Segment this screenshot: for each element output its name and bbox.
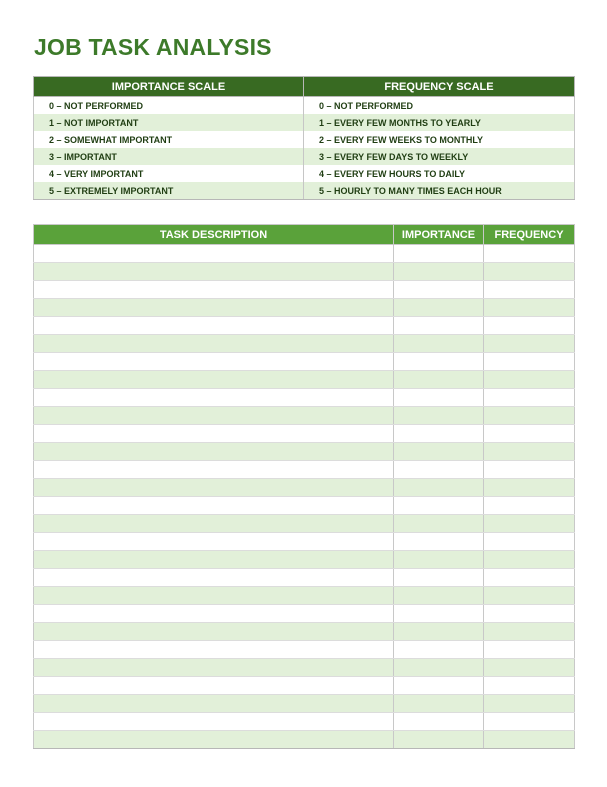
- importance-cell[interactable]: [394, 677, 484, 695]
- frequency-cell[interactable]: [484, 713, 575, 731]
- importance-cell[interactable]: [394, 569, 484, 587]
- task-description-cell[interactable]: [34, 407, 394, 425]
- table-row: [34, 443, 575, 461]
- task-description-cell[interactable]: [34, 713, 394, 731]
- table-row: [34, 299, 575, 317]
- table-row: [34, 695, 575, 713]
- importance-cell[interactable]: [394, 479, 484, 497]
- table-row: [34, 353, 575, 371]
- importance-cell[interactable]: [394, 263, 484, 281]
- table-row: [34, 551, 575, 569]
- importance-cell[interactable]: [394, 245, 484, 263]
- frequency-cell[interactable]: [484, 605, 575, 623]
- scale-row: [34, 182, 575, 200]
- frequency-scale-item: 2 – EVERY FEW WEEKS TO MONTHLY: [304, 131, 575, 148]
- importance-cell[interactable]: [394, 623, 484, 641]
- task-description-cell[interactable]: [34, 695, 394, 713]
- table-row: [34, 281, 575, 299]
- table-row: [34, 371, 575, 389]
- importance-cell[interactable]: [394, 353, 484, 371]
- task-description-cell[interactable]: [34, 515, 394, 533]
- table-row: [34, 515, 575, 533]
- importance-cell[interactable]: [394, 371, 484, 389]
- importance-cell[interactable]: [394, 659, 484, 677]
- scale-row: [34, 97, 575, 115]
- table-row: [34, 263, 575, 281]
- importance-cell[interactable]: [394, 605, 484, 623]
- frequency-scale-item: 1 – EVERY FEW MONTHS TO YEARLY: [304, 114, 575, 131]
- frequency-cell[interactable]: [484, 695, 575, 713]
- frequency-scale-item: 5 – HOURLY TO MANY TIMES EACH HOUR: [304, 182, 575, 200]
- table-row: [34, 497, 575, 515]
- task-description-cell[interactable]: [34, 335, 394, 353]
- importance-cell[interactable]: [394, 731, 484, 749]
- frequency-cell[interactable]: [484, 263, 575, 281]
- scale-rows: [34, 97, 575, 200]
- frequency-cell[interactable]: [484, 353, 575, 371]
- frequency-cell[interactable]: [484, 641, 575, 659]
- frequency-cell[interactable]: [484, 281, 575, 299]
- importance-cell[interactable]: [394, 389, 484, 407]
- task-description-cell[interactable]: [34, 605, 394, 623]
- frequency-scale-header: FREQUENCY SCALE: [304, 77, 575, 97]
- table-row: [34, 533, 575, 551]
- task-description-cell[interactable]: [34, 479, 394, 497]
- frequency-cell[interactable]: [484, 407, 575, 425]
- frequency-cell[interactable]: [484, 659, 575, 677]
- importance-cell[interactable]: [394, 425, 484, 443]
- frequency-cell[interactable]: [484, 731, 575, 749]
- task-description-cell[interactable]: [34, 551, 394, 569]
- importance-cell[interactable]: [394, 461, 484, 479]
- frequency-cell[interactable]: [484, 443, 575, 461]
- task-description-cell[interactable]: [34, 281, 394, 299]
- frequency-header: FREQUENCY: [484, 225, 575, 245]
- task-description-cell[interactable]: [34, 623, 394, 641]
- importance-cell[interactable]: [394, 695, 484, 713]
- task-header-row: [34, 225, 575, 245]
- table-row: [34, 677, 575, 695]
- task-description-cell[interactable]: [34, 461, 394, 479]
- table-row: [34, 245, 575, 263]
- table-row: [34, 587, 575, 605]
- frequency-cell[interactable]: [484, 497, 575, 515]
- frequency-cell[interactable]: [484, 335, 575, 353]
- importance-cell[interactable]: [394, 443, 484, 461]
- importance-scale-item: 1 – NOT IMPORTANT: [34, 114, 304, 131]
- importance-scale-item: 4 – VERY IMPORTANT: [34, 165, 304, 182]
- task-description-cell[interactable]: [34, 353, 394, 371]
- table-row: [34, 407, 575, 425]
- importance-header: IMPORTANCE: [394, 225, 484, 245]
- frequency-cell[interactable]: [484, 533, 575, 551]
- importance-cell[interactable]: [394, 407, 484, 425]
- importance-scale-item: 2 – SOMEWHAT IMPORTANT: [34, 131, 304, 148]
- importance-scale-item: 5 – EXTREMELY IMPORTANT: [34, 182, 304, 200]
- task-description-cell[interactable]: [34, 587, 394, 605]
- frequency-cell[interactable]: [484, 299, 575, 317]
- importance-cell[interactable]: [394, 335, 484, 353]
- frequency-cell[interactable]: [484, 245, 575, 263]
- frequency-cell[interactable]: [484, 479, 575, 497]
- task-description-cell[interactable]: [34, 317, 394, 335]
- frequency-cell[interactable]: [484, 371, 575, 389]
- task-description-cell[interactable]: [34, 371, 394, 389]
- table-row: [34, 425, 575, 443]
- task-table: [33, 224, 575, 749]
- task-description-cell[interactable]: [34, 425, 394, 443]
- task-description-cell[interactable]: [34, 389, 394, 407]
- frequency-cell[interactable]: [484, 677, 575, 695]
- importance-cell[interactable]: [394, 533, 484, 551]
- table-row: [34, 335, 575, 353]
- task-description-cell[interactable]: [34, 533, 394, 551]
- table-row: [34, 731, 575, 749]
- frequency-scale-item: 3 – EVERY FEW DAYS TO WEEKLY: [304, 148, 575, 165]
- task-description-cell[interactable]: [34, 677, 394, 695]
- frequency-cell[interactable]: [484, 515, 575, 533]
- frequency-cell[interactable]: [484, 551, 575, 569]
- task-description-cell[interactable]: [34, 569, 394, 587]
- table-row: [34, 605, 575, 623]
- importance-cell[interactable]: [394, 587, 484, 605]
- importance-cell[interactable]: [394, 497, 484, 515]
- table-row: [34, 389, 575, 407]
- frequency-cell[interactable]: [484, 587, 575, 605]
- importance-cell[interactable]: [394, 641, 484, 659]
- frequency-cell[interactable]: [484, 389, 575, 407]
- importance-cell[interactable]: [394, 713, 484, 731]
- task-description-cell[interactable]: [34, 245, 394, 263]
- importance-cell[interactable]: [394, 551, 484, 569]
- task-description-cell[interactable]: [34, 641, 394, 659]
- frequency-cell[interactable]: [484, 317, 575, 335]
- table-row: [34, 623, 575, 641]
- importance-cell[interactable]: [394, 317, 484, 335]
- scale-row: [34, 148, 575, 165]
- table-row: [34, 479, 575, 497]
- scale-row: [34, 131, 575, 148]
- frequency-cell[interactable]: [484, 623, 575, 641]
- frequency-scale-item: 4 – EVERY FEW HOURS TO DAILY: [304, 165, 575, 182]
- importance-scale-item: 3 – IMPORTANT: [34, 148, 304, 165]
- scale-header-row: [34, 77, 575, 97]
- importance-cell[interactable]: [394, 299, 484, 317]
- table-row: [34, 641, 575, 659]
- frequency-scale-item: 0 – NOT PERFORMED: [304, 97, 575, 115]
- importance-scale-header: IMPORTANCE SCALE: [34, 77, 304, 97]
- importance-cell[interactable]: [394, 281, 484, 299]
- page-title: JOB TASK ANALYSIS: [34, 34, 272, 60]
- frequency-cell[interactable]: [484, 569, 575, 587]
- table-row: [34, 659, 575, 677]
- table-row: [34, 317, 575, 335]
- scale-table: [33, 76, 575, 200]
- importance-cell[interactable]: [394, 515, 484, 533]
- task-description-cell[interactable]: [34, 263, 394, 281]
- scale-row: [34, 114, 575, 131]
- task-description-cell[interactable]: [34, 659, 394, 677]
- table-row: [34, 569, 575, 587]
- scale-row: [34, 165, 575, 182]
- task-rows: [34, 245, 575, 749]
- table-row: [34, 461, 575, 479]
- task-description-cell[interactable]: [34, 497, 394, 515]
- task-description-cell[interactable]: [34, 299, 394, 317]
- task-description-cell[interactable]: [34, 731, 394, 749]
- frequency-cell[interactable]: [484, 425, 575, 443]
- frequency-cell[interactable]: [484, 461, 575, 479]
- table-row: [34, 713, 575, 731]
- task-description-header: TASK DESCRIPTION: [34, 225, 394, 245]
- task-description-cell[interactable]: [34, 443, 394, 461]
- importance-scale-item: 0 – NOT PERFORMED: [34, 97, 304, 115]
